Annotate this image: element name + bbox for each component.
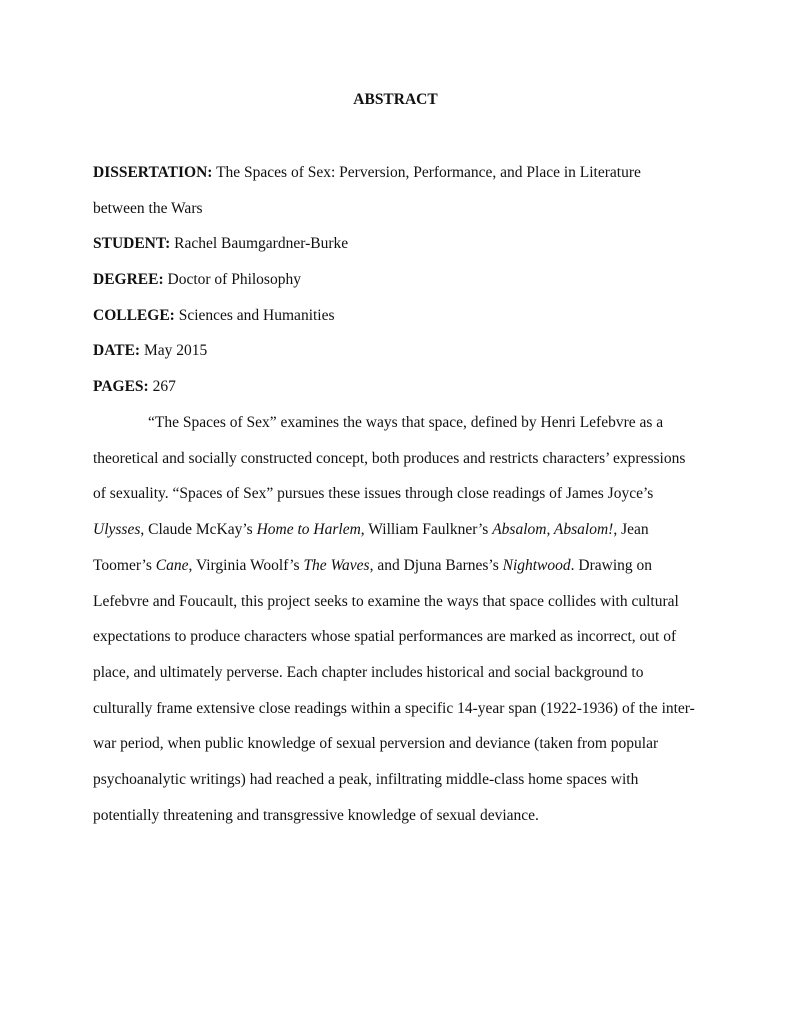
dissertation-field: [93, 155, 703, 191]
abstract-line: [93, 548, 703, 584]
title-ulysses: Ulysses: [93, 521, 141, 539]
dissertation-title-line1: The Spaces of Sex: Perversion, Performance, and Place in Literature: [212, 164, 641, 181]
abstract-line: theoretical and socially constructed concept, both produces and restricts characters’ expressions: [93, 449, 686, 467]
abstract-line: “The Spaces of Sex” examines the ways that space, defined by Henri Lefebvre as a: [148, 414, 664, 431]
abstract-line: Lefebvre and Foucault, this project seeks to examine the ways that space collides with cultural: [93, 592, 679, 610]
abstract-line: place, and ultimately perverse. Each chapter includes historical and social background to: [93, 663, 644, 681]
abstract-text: , William Faulkner’s: [360, 521, 493, 539]
title-the-waves: The Waves: [303, 556, 370, 574]
abstract-text: Toomer’s: [93, 556, 156, 574]
title-cane: Cane: [155, 556, 189, 574]
pages-label: PAGES:: [93, 378, 149, 395]
dissertation-label: DISSERTATION:: [93, 164, 213, 181]
date-field: [93, 333, 703, 369]
date-label: DATE:: [93, 342, 141, 359]
pages-value: 267: [148, 378, 176, 395]
date-value: May 2015: [140, 342, 208, 359]
abstract-line: war period, when public knowledge of sexual perversion and deviance (taken from popular: [93, 735, 659, 753]
degree-field: [93, 262, 703, 298]
student-field: [93, 226, 703, 262]
title-nightwood: Nightwood: [502, 556, 571, 574]
student-value: Rachel Baumgardner-Burke: [170, 235, 349, 252]
title-home-to-harlem: Home to Harlem: [256, 521, 361, 539]
college-label: COLLEGE:: [93, 307, 175, 324]
abstract-body: [93, 405, 703, 833]
dissertation-title-line2: between the Wars: [93, 200, 203, 217]
abstract-text: , Claude McKay’s: [140, 521, 257, 539]
title-absalom: Absalom, Absalom!: [492, 521, 614, 539]
abstract-line: of sexuality. “Spaces of Sex” pursues these issues through close readings of James Joyce’s: [93, 485, 654, 503]
abstract-line: psychoanalytic writings) had reached a peak, infiltrating middle-class home spaces with: [93, 771, 639, 789]
pages-field: [93, 369, 703, 405]
abstract-line: [93, 512, 703, 548]
dissertation-title-continued: [93, 191, 703, 227]
degree-label: DEGREE:: [93, 271, 164, 288]
page-title: ABSTRACT: [353, 91, 438, 108]
abstract-line: expectations to produce characters whose spatial performances are marked as incorrect, out of: [93, 628, 677, 646]
abstract-line: culturally frame extensive close readings within a specific 14-year span (1922-1936) of the inter-: [93, 699, 695, 717]
abstract-line: potentially threatening and transgressive knowledge of sexual deviance.: [93, 806, 539, 824]
college-field: [93, 298, 703, 334]
student-label: STUDENT:: [93, 235, 171, 252]
degree-value: Doctor of Philosophy: [163, 271, 301, 288]
abstract-text: , Jean: [613, 521, 649, 539]
college-value: Sciences and Humanities: [174, 307, 335, 324]
abstract-text: , and Djuna Barnes’s: [369, 556, 503, 574]
abstract-text: , Virginia Woolf’s: [188, 556, 304, 574]
abstract-text: . Drawing on: [570, 556, 653, 574]
